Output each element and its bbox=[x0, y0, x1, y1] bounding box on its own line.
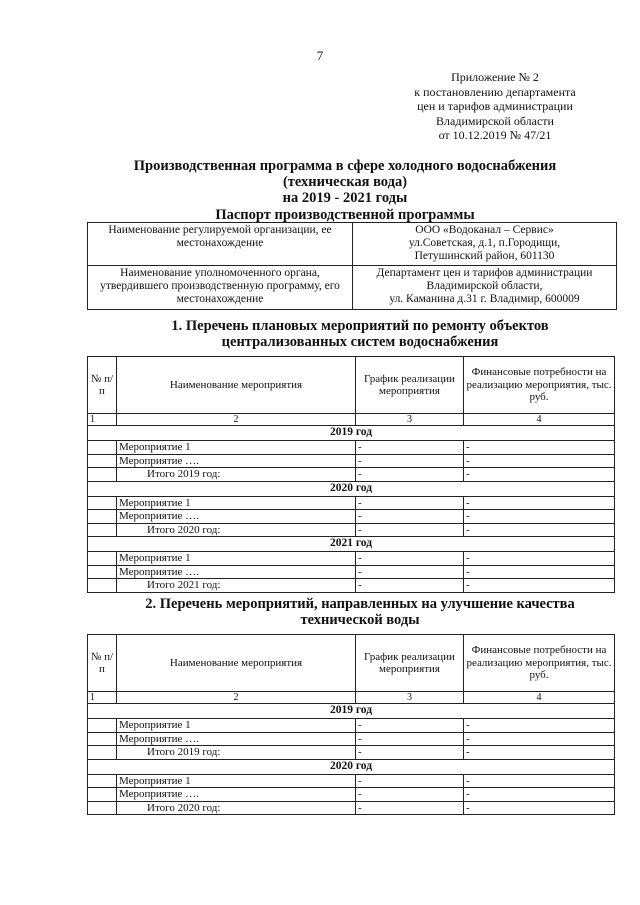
finance-cell: - bbox=[464, 441, 615, 455]
section-title-line: 2. Перечень мероприятий, направленных на улучшение качества bbox=[145, 596, 575, 612]
year-row bbox=[88, 704, 615, 719]
year-row bbox=[88, 759, 615, 774]
schedule-cell: - bbox=[356, 579, 464, 593]
measure-name-cell: Итого 2020 год: bbox=[117, 801, 356, 815]
passport-label: Наименование регулируемой организации, ее местонахождение bbox=[88, 223, 353, 266]
passport-value-line: Владимирской области, bbox=[426, 280, 543, 292]
row-number-cell bbox=[88, 579, 117, 593]
appendix-line: к постановлению департамента bbox=[414, 84, 576, 99]
title-line: (техническая вода) bbox=[282, 174, 408, 190]
row-number-cell bbox=[88, 468, 117, 482]
measure-name-cell: Мероприятие 1 bbox=[117, 552, 356, 566]
finance-cell: - bbox=[464, 454, 615, 468]
year-row bbox=[88, 481, 615, 496]
measure-name-cell: Мероприятие 1 bbox=[117, 496, 356, 510]
year-label: 2020 год bbox=[88, 481, 615, 496]
finance-cell: - bbox=[464, 552, 615, 566]
table-row bbox=[88, 565, 615, 579]
table-row bbox=[88, 788, 615, 802]
appendix-line: Владимирской области bbox=[436, 113, 554, 128]
year-label: 2019 год bbox=[88, 704, 615, 719]
table-row bbox=[88, 468, 615, 482]
row-number-cell bbox=[88, 774, 117, 788]
schedule-cell: - bbox=[356, 801, 464, 815]
finance-cell: - bbox=[464, 746, 615, 760]
col-number: 4 bbox=[464, 414, 615, 426]
col-finance-header: Финансовые потребности на реализацию мероприятия, тыс. руб. bbox=[464, 635, 615, 692]
measure-name-cell: Мероприятие …. bbox=[117, 510, 356, 524]
schedule-cell: - bbox=[356, 774, 464, 788]
passport-value-line: ул.Советская, д.1, п.Городищи, bbox=[408, 237, 561, 249]
appendix-line: от 10.12.2019 № 47/21 bbox=[438, 128, 552, 142]
col-number: 3 bbox=[356, 414, 464, 426]
row-number-cell bbox=[88, 565, 117, 579]
appendix-line: Приложение № 2 bbox=[451, 70, 539, 84]
row-number-cell bbox=[88, 788, 117, 802]
section1-table bbox=[87, 356, 615, 593]
table-row bbox=[88, 454, 615, 468]
table-row bbox=[88, 552, 615, 566]
year-label: 2019 год bbox=[88, 426, 615, 441]
row-number-cell bbox=[88, 732, 117, 746]
table-row bbox=[88, 579, 615, 593]
section-title-line: 1. Перечень плановых мероприятий по ремонту объектов bbox=[171, 318, 549, 334]
passport-table bbox=[87, 222, 617, 310]
passport-value bbox=[353, 223, 617, 266]
column-numbers-row bbox=[88, 414, 615, 426]
measure-name-cell: Итого 2019 год: bbox=[117, 468, 356, 482]
page-number: 7 bbox=[316, 48, 324, 63]
col-number: 4 bbox=[464, 692, 615, 704]
passport-row bbox=[88, 223, 617, 266]
year-label: 2021 год bbox=[88, 537, 615, 552]
measure-name-cell: Итого 2019 год: bbox=[117, 746, 356, 760]
col-num-header: № п/п bbox=[88, 635, 117, 692]
passport-value-line: Департамент цен и тарифов администрации bbox=[376, 267, 593, 279]
table-row bbox=[88, 732, 615, 746]
table-row bbox=[88, 496, 615, 510]
measure-name-cell: Мероприятие 1 bbox=[117, 774, 356, 788]
appendix-block bbox=[400, 70, 590, 143]
table-row bbox=[88, 719, 615, 733]
row-number-cell bbox=[88, 441, 117, 455]
table-row bbox=[88, 774, 615, 788]
measure-name-cell: Мероприятие …. bbox=[117, 454, 356, 468]
row-number-cell bbox=[88, 552, 117, 566]
col-schedule-header: График реализации мероприятия bbox=[356, 357, 464, 414]
row-number-cell bbox=[88, 801, 117, 815]
passport-value-line: ООО «Водоканал – Сервис» bbox=[415, 224, 554, 236]
passport-label: Наименование уполномоченного органа, утвердившего производственную программу, его местонахождение bbox=[88, 266, 353, 310]
row-number-cell bbox=[88, 496, 117, 510]
row-number-cell bbox=[88, 719, 117, 733]
row-number-cell bbox=[88, 746, 117, 760]
col-finance-header: Финансовые потребности на реализацию мероприятия, тыс. руб. bbox=[464, 357, 615, 414]
finance-cell: - bbox=[464, 565, 615, 579]
schedule-cell: - bbox=[356, 454, 464, 468]
schedule-cell: - bbox=[356, 510, 464, 524]
schedule-cell: - bbox=[356, 441, 464, 455]
table-row bbox=[88, 801, 615, 815]
finance-cell: - bbox=[464, 510, 615, 524]
year-row bbox=[88, 426, 615, 441]
finance-cell: - bbox=[464, 774, 615, 788]
document-title bbox=[90, 158, 600, 206]
col-number: 3 bbox=[356, 692, 464, 704]
schedule-cell: - bbox=[356, 552, 464, 566]
measure-name-cell: Итого 2021 год: bbox=[117, 579, 356, 593]
schedule-cell: - bbox=[356, 496, 464, 510]
row-number-cell bbox=[88, 454, 117, 468]
section-title-line: технической воды bbox=[300, 612, 420, 628]
row-number-cell bbox=[88, 510, 117, 524]
row-number-cell bbox=[88, 523, 117, 537]
section2-table bbox=[87, 634, 615, 815]
schedule-cell: - bbox=[356, 746, 464, 760]
finance-cell: - bbox=[464, 801, 615, 815]
year-label: 2020 год bbox=[88, 759, 615, 774]
finance-cell: - bbox=[464, 523, 615, 537]
schedule-cell: - bbox=[356, 732, 464, 746]
col-number: 2 bbox=[117, 414, 356, 426]
schedule-cell: - bbox=[356, 719, 464, 733]
finance-cell: - bbox=[464, 788, 615, 802]
section-title-line: централизованных систем водоснабжения bbox=[221, 334, 499, 350]
table-header-row bbox=[88, 357, 615, 414]
measure-name-cell: Итого 2020 год: bbox=[117, 523, 356, 537]
finance-cell: - bbox=[464, 732, 615, 746]
finance-cell: - bbox=[464, 496, 615, 510]
schedule-cell: - bbox=[356, 468, 464, 482]
col-number: 2 bbox=[117, 692, 356, 704]
measure-name-cell: Мероприятие 1 bbox=[117, 719, 356, 733]
passport-value bbox=[353, 266, 617, 310]
passport-value-line: Петушинский район, 601130 bbox=[414, 250, 555, 262]
finance-cell: - bbox=[464, 468, 615, 482]
finance-cell: - bbox=[464, 579, 615, 593]
schedule-cell: - bbox=[356, 565, 464, 579]
col-name-header: Наименование мероприятия bbox=[117, 357, 356, 414]
col-schedule-header: График реализации мероприятия bbox=[356, 635, 464, 692]
col-number: 1 bbox=[88, 692, 117, 704]
section1-title bbox=[120, 318, 600, 350]
column-numbers-row bbox=[88, 692, 615, 704]
passport-value-line: ул. Каманина д.31 г. Владимир, 600009 bbox=[389, 293, 580, 305]
table-header-row bbox=[88, 635, 615, 692]
finance-cell: - bbox=[464, 719, 615, 733]
passport-title: Паспорт производственной программы bbox=[215, 207, 475, 223]
col-name-header: Наименование мероприятия bbox=[117, 635, 356, 692]
year-row bbox=[88, 537, 615, 552]
col-num-header: № п/п bbox=[88, 357, 117, 414]
measure-name-cell: Мероприятие …. bbox=[117, 788, 356, 802]
section2-title bbox=[120, 596, 600, 628]
passport-row bbox=[88, 266, 617, 310]
measure-name-cell: Мероприятие …. bbox=[117, 732, 356, 746]
appendix-line: цен и тарифов администрации bbox=[417, 99, 573, 113]
schedule-cell: - bbox=[356, 788, 464, 802]
title-line: Производственная программа в сфере холодного водоснабжения bbox=[133, 158, 557, 174]
title-line: на 2019 - 2021 годы bbox=[282, 190, 408, 206]
table-row bbox=[88, 746, 615, 760]
measure-name-cell: Мероприятие 1 bbox=[117, 441, 356, 455]
schedule-cell: - bbox=[356, 523, 464, 537]
table-row bbox=[88, 441, 615, 455]
measure-name-cell: Мероприятие …. bbox=[117, 565, 356, 579]
col-number: 1 bbox=[88, 414, 117, 426]
table-row bbox=[88, 510, 615, 524]
table-row bbox=[88, 523, 615, 537]
